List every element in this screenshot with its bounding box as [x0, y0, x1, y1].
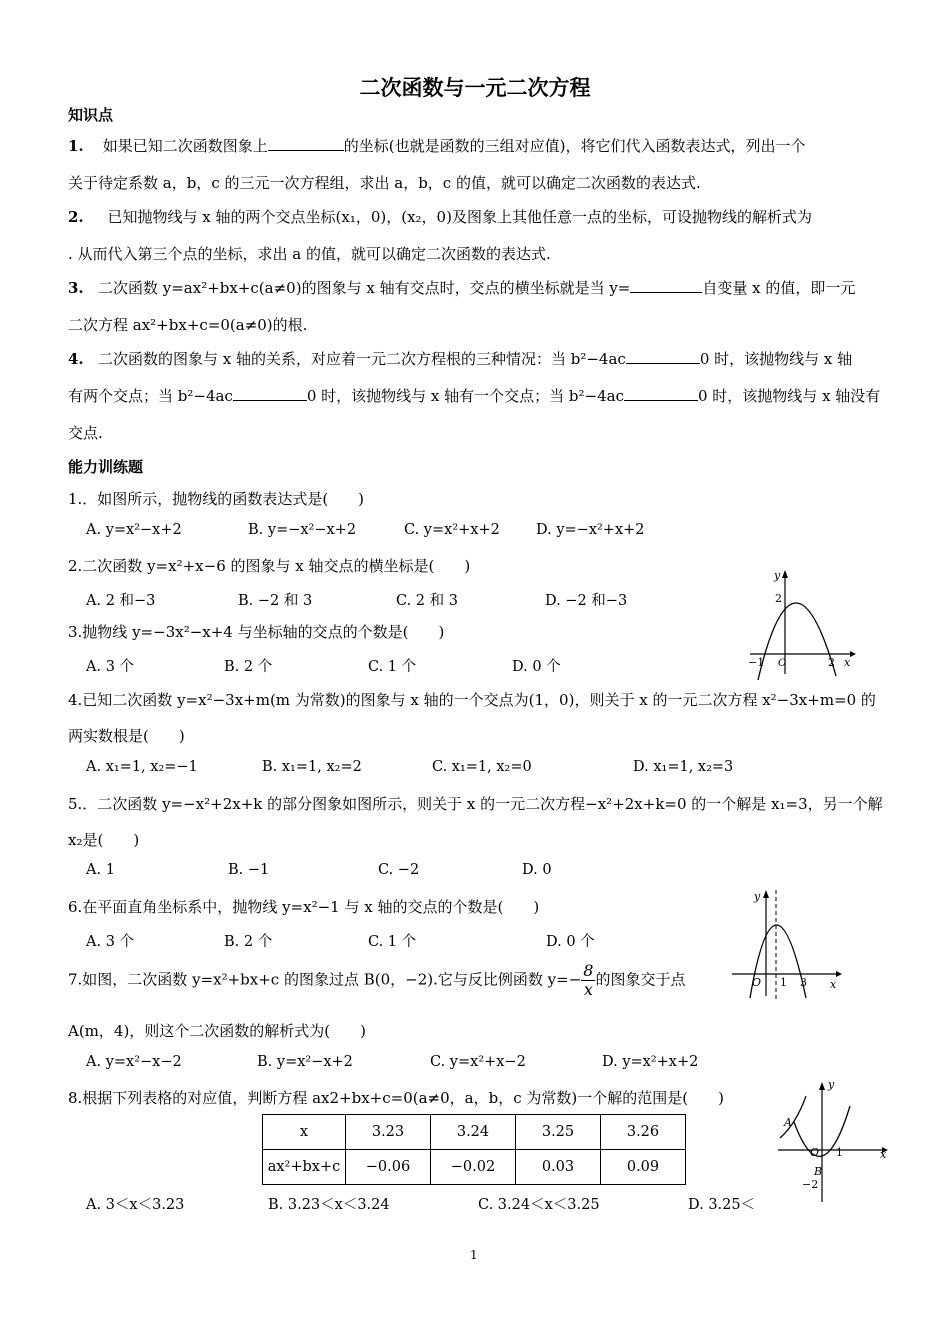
q1-option-d[interactable]: D. y=−x²+x+2: [536, 522, 645, 538]
question-2-stem: 2.二次函数 y=x²+x−6 的图象与 x 轴交点的横坐标是( ): [68, 557, 471, 575]
q8-option-c[interactable]: C. 3.24＜x＜3.25: [478, 1197, 600, 1213]
x-tick-1: 1: [836, 1146, 843, 1159]
parabola-graph-2: [724, 884, 854, 1002]
question-4-stem: 4.已知二次函数 y=x²−3x+m(m 为常数)的图象与 x 轴的一个交点为(1，0)，则关于 x 的一元二次方程 x²−3x+m=0 的: [68, 691, 876, 709]
y-axis-arrow-icon: [782, 570, 788, 578]
q6-option-b[interactable]: B. 2 个: [224, 934, 273, 950]
text: 0 时，该抛物线与 x 轴: [699, 350, 853, 368]
q7-option-a[interactable]: A. y=x²−x−2: [86, 1054, 182, 1070]
q4-option-b[interactable]: B. x₁=1, x₂=2: [262, 759, 362, 775]
table-cell: 3.23: [346, 1115, 431, 1150]
q4-option-d[interactable]: D. x₁=1, x₂=3: [633, 759, 734, 775]
q5-option-c[interactable]: C. −2: [378, 862, 420, 878]
table-cell: 3.25: [516, 1115, 601, 1150]
x-axis-arrow-icon: [836, 971, 842, 977]
q5-option-a[interactable]: A. 1: [86, 862, 115, 878]
text: 的图象交于点: [595, 970, 686, 989]
knowledge-item-1: [68, 135, 805, 156]
q4-option-a[interactable]: A. x₁=1, x₂=−1: [86, 759, 198, 775]
q1-option-a[interactable]: A. y=x²−x+2: [86, 522, 182, 538]
text: 二次函数的图象与 x 轴的关系，对应着一元二次方程根的三种情况：当 b²−4ac: [97, 350, 626, 368]
x-tick-1: 1: [780, 976, 787, 989]
question-8-stem: 8.根据下列表格的对应值，判断方程 ax2+bx+c=0(a≠0，a，b，c 为常数)一个解的范围是( ): [68, 1089, 724, 1107]
q4-option-c[interactable]: C. x₁=1, x₂=0: [432, 759, 532, 775]
text: 如果已知二次函数图象上: [102, 137, 268, 155]
q2-option-c[interactable]: C. 2 和 3: [396, 593, 458, 609]
q8-option-b[interactable]: B. 3.23＜x＜3.24: [268, 1197, 390, 1213]
fill-blank[interactable]: [630, 278, 702, 293]
x-label: x: [880, 1148, 887, 1161]
text: 0 时，该抛物线与 x 轴没有: [698, 387, 881, 405]
question-5-stem-cont: x₂是( ): [68, 831, 140, 849]
page-number: 1: [470, 1248, 478, 1262]
text: 有两个交点；当 b²−4ac: [68, 387, 233, 405]
knowledge-item-3: [68, 277, 855, 298]
q1-option-b[interactable]: B. y=−x²−x+2: [248, 522, 357, 538]
value-table: [262, 1114, 686, 1185]
knowledge-item-1-cont: 关于待定系数 a，b，c 的三元一次方程组，求出 a，b，c 的值，就可以确定二次函数的表达式.: [68, 174, 701, 192]
table-cell: ax²+bx+c: [263, 1150, 346, 1185]
fill-blank[interactable]: [233, 386, 307, 401]
y-tick-neg2: −2: [802, 1178, 819, 1191]
text: 二次函数 y=ax²+bx+c(a≠0)的图象与 x 轴有交点时，交点的横坐标就是当 y=: [97, 279, 631, 297]
table-cell: −0.06: [346, 1150, 431, 1185]
text: 自变量 x 的值，即一元: [702, 279, 856, 297]
text: 0 时，该抛物线与 x 轴有一个交点；当 b²−4ac: [306, 387, 624, 405]
y-label: y: [754, 890, 761, 903]
question-7-stem: [68, 962, 685, 999]
q7-option-b[interactable]: B. y=x²−x+2: [257, 1054, 353, 1070]
q6-option-a[interactable]: A. 3 个: [86, 934, 135, 950]
table-cell: x: [263, 1115, 346, 1150]
fraction: [581, 962, 595, 999]
question-7-stem-cont: A(m，4)，则这个二次函数的解析式为( ): [68, 1022, 367, 1040]
x-tick-2: 2: [828, 656, 835, 669]
question-1-stem: 1.．如图所示，抛物线的函数表达式是( ): [68, 490, 365, 508]
q5-option-d[interactable]: D. 0: [522, 862, 552, 878]
knowledge-item-2-cont: . 从而代入第三个点的坐标，求出 a 的值，就可以确定二次函数的表达式.: [68, 245, 551, 263]
y-label: y: [774, 569, 781, 582]
knowledge-item-4: [68, 348, 852, 369]
fraction-denominator: x: [583, 980, 593, 999]
table-cell: 0.03: [516, 1150, 601, 1185]
section-knowledge: 知识点: [68, 106, 114, 124]
section-training: 能力训练题: [68, 458, 144, 476]
table-cell: −0.02: [431, 1150, 516, 1185]
x-axis-arrow-icon: [850, 651, 856, 657]
y-label: y: [828, 1078, 835, 1091]
y-axis-arrow-icon: [763, 890, 769, 898]
fraction-numerator: 8: [583, 961, 594, 980]
table-cell: 3.24: [431, 1115, 516, 1150]
text: 的坐标(也就是函数的三组对应值)，将它们代入函数表达式，列出一个: [343, 137, 806, 155]
x-tick-3: 3: [800, 976, 807, 989]
q2-option-d[interactable]: D. −2 和−3: [545, 593, 628, 609]
table-row: [263, 1150, 686, 1185]
x-label: x: [830, 978, 837, 991]
q5-option-b[interactable]: B. −1: [228, 862, 270, 878]
point-a-label: A: [784, 1116, 792, 1129]
table-cell: 3.26: [601, 1115, 686, 1150]
point-b-label: B: [814, 1165, 823, 1178]
origin-label: O: [810, 1146, 820, 1159]
q3-option-d[interactable]: D. 0 个: [512, 659, 561, 675]
q3-option-a[interactable]: A. 3 个: [86, 659, 135, 675]
knowledge-item-4-end: 交点.: [68, 424, 103, 442]
item-number: 1.: [68, 137, 84, 155]
q7-option-c[interactable]: C. y=x²+x−2: [430, 1054, 526, 1070]
q7-option-d[interactable]: D. y=x²+x+2: [602, 1054, 699, 1070]
parabola-hyperbola-graph: [772, 1076, 898, 1206]
fill-blank[interactable]: [626, 349, 700, 364]
text: 已知抛物线与 x 轴的两个交点坐标(x₁，0)，(x₂，0)及图象上其他任意一点的坐标，可设抛物线的解析式为: [107, 208, 812, 226]
parabola-curve: [758, 603, 836, 680]
item-number: 4.: [68, 350, 84, 368]
table-row: [263, 1115, 686, 1150]
page-title: 二次函数与一元二次方程: [359, 76, 591, 100]
q2-option-b[interactable]: B. −2 和 3: [238, 593, 313, 609]
question-3-stem: 3.抛物线 y=−3x²−x+4 与坐标轴的交点的个数是( ): [68, 623, 445, 641]
fill-blank[interactable]: [624, 386, 698, 401]
x-tick-neg1: −1: [748, 656, 765, 669]
q2-option-a[interactable]: A. 2 和−3: [86, 593, 156, 609]
knowledge-item-2: [68, 206, 812, 227]
knowledge-item-3-cont: 二次方程 ax²+bx+c=0(a≠0)的根.: [68, 316, 308, 334]
item-number: 2.: [68, 208, 84, 226]
q8-option-d[interactable]: D. 3.25＜: [688, 1197, 756, 1213]
knowledge-item-4-cont: [68, 385, 880, 406]
y-axis-arrow-icon: [819, 1082, 825, 1090]
q3-option-c[interactable]: C. 1 个: [368, 659, 417, 675]
q6-option-c[interactable]: C. 1 个: [368, 934, 417, 950]
y-tick-2: 2: [775, 592, 782, 605]
table-cell: 0.09: [601, 1150, 686, 1185]
question-5-stem: 5.．二次函数 y=−x²+2x+k 的部分图象如图所示，则关于 x 的一元二次方程−x²+2x+k=0 的一个解是 x₁=3，另一个解: [68, 795, 883, 813]
q3-option-b[interactable]: B. 2 个: [224, 659, 273, 675]
q6-option-d[interactable]: D. 0 个: [546, 934, 595, 950]
x-label: x: [844, 656, 851, 669]
origin-label: O: [752, 976, 762, 989]
item-number: 3.: [68, 279, 84, 297]
text: 7.如图，二次函数 y=x²+bx+c 的图象过点 B(0，−2).它与反比例函数 y=−: [68, 970, 582, 989]
parabola-graph-1: [742, 566, 862, 684]
q1-option-c[interactable]: C. y=x²+x+2: [404, 522, 500, 538]
fill-blank[interactable]: [268, 136, 344, 151]
origin-label: O: [778, 658, 787, 669]
question-6-stem: 6.在平面直角坐标系中，抛物线 y=x²−1 与 x 轴的交点的个数是( ): [68, 898, 540, 916]
q8-option-a[interactable]: A. 3＜x＜3.23: [86, 1197, 185, 1213]
question-4-stem-cont: 两实数根是( ): [68, 727, 185, 745]
